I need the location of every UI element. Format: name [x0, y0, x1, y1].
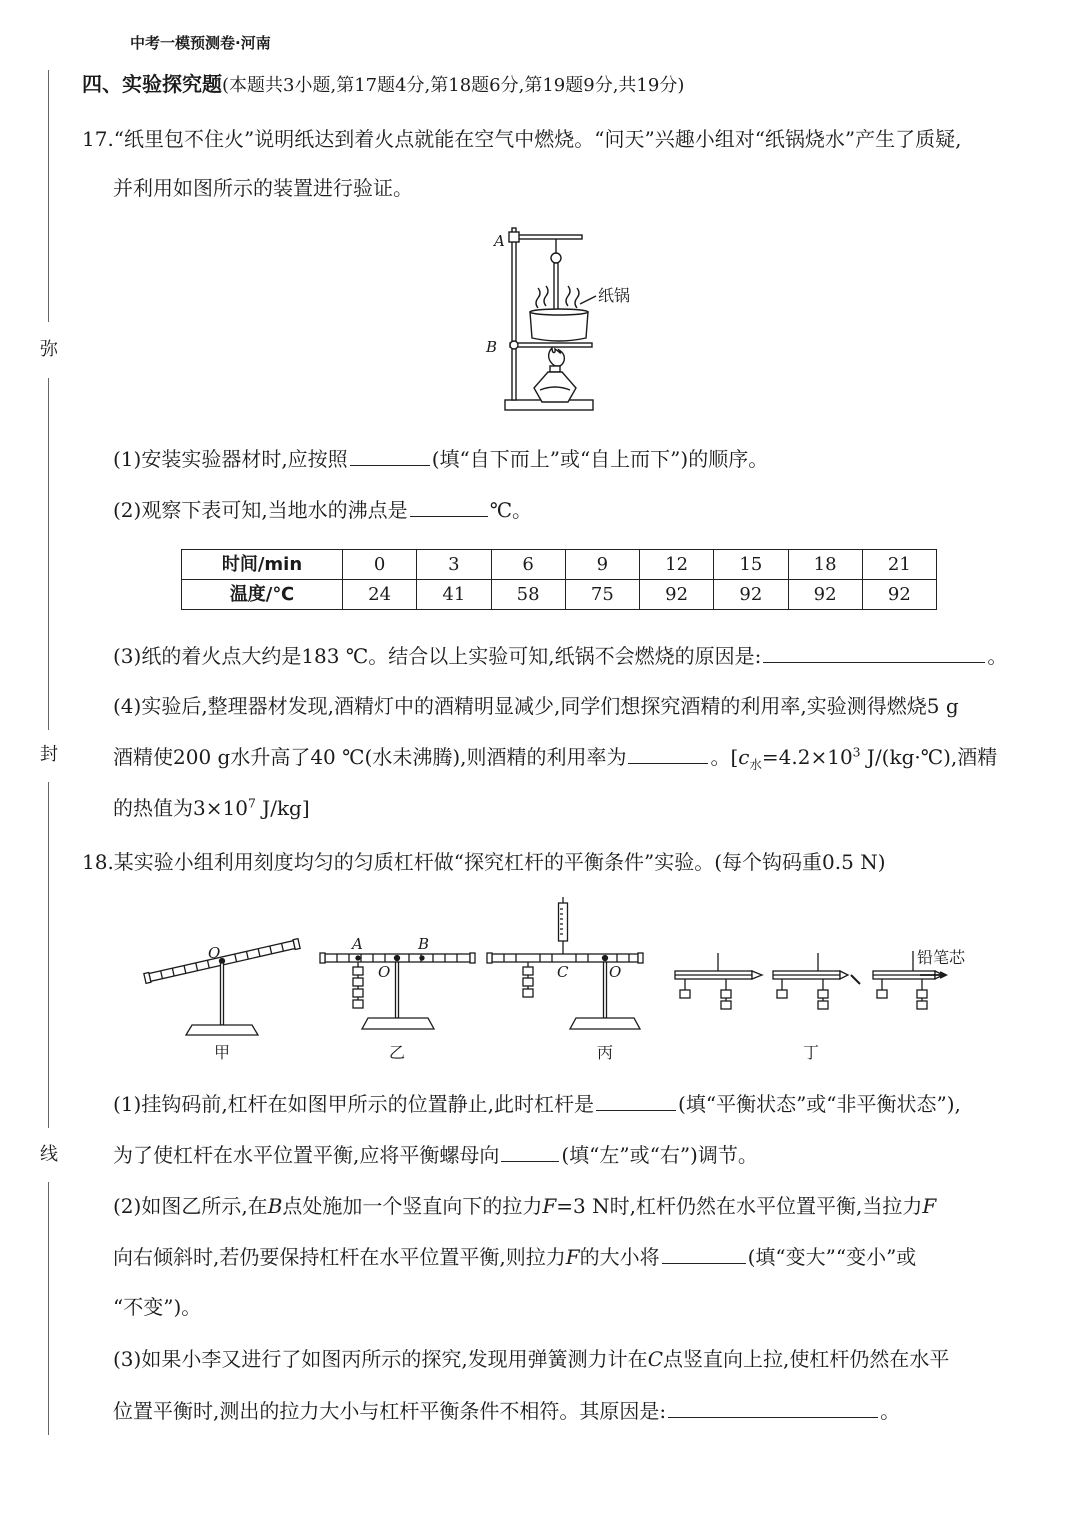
answer-blank	[410, 500, 488, 517]
pivot	[395, 956, 400, 961]
ring-clamp	[510, 341, 518, 349]
hook-weight	[721, 1001, 731, 1009]
section-note: (本题共3小题,第17题4分,第18题6分,第19题9分,共19分)	[222, 75, 685, 96]
caption-jia: 甲	[213, 1043, 231, 1062]
hook-weight	[818, 990, 828, 998]
hook-weight	[523, 989, 533, 997]
label-jia-o: O	[208, 944, 221, 962]
var-f: F	[565, 1245, 580, 1269]
table-cell: 9	[565, 550, 639, 580]
hook-weight	[877, 990, 887, 998]
q18-part-2-text: 的大小将	[579, 1245, 660, 1269]
margin-mark-xian: 线	[40, 1144, 58, 1165]
hook-weight	[523, 978, 533, 986]
lamp-wick-holder	[550, 366, 560, 372]
table-cell: 92	[714, 580, 788, 610]
thermometer-ring	[551, 253, 561, 263]
label-bing-o: O	[609, 963, 622, 981]
heat-capacity-symbol: c	[738, 745, 750, 769]
table-cell: 92	[788, 580, 862, 610]
q17-stem-line-2: 并利用如图所示的装置进行验证。	[113, 176, 413, 200]
table-row	[182, 580, 937, 610]
heat-capacity-exponent: 3	[852, 744, 861, 760]
q17-part-2-unit: ℃。	[489, 498, 533, 522]
q18-part-2-hint: (填“变大”“变小”或	[747, 1245, 917, 1269]
var-b: B	[267, 1194, 283, 1218]
label-yi-o: O	[378, 963, 391, 981]
heat-capacity-subscript: 水	[749, 757, 762, 772]
q18-part-2-text: 向右倾斜时,若仍要保持杠杆在水平位置平衡,则拉力	[113, 1245, 566, 1269]
q17-part-2	[113, 496, 532, 524]
lever-figures	[140, 895, 990, 1070]
table-cell: 92	[862, 580, 936, 610]
table-cell: 21	[862, 550, 936, 580]
pencil-levers-ding	[675, 951, 946, 1009]
label-pencil-lead: 铅笔芯	[917, 948, 966, 967]
q18-part-2-text: =3 N时,杠杆仍然在水平位置平衡,当拉力	[556, 1194, 923, 1218]
label-paper-pot: 纸锅	[598, 286, 631, 305]
heat-capacity-value: =4.2×10	[761, 745, 853, 769]
hook-weight	[917, 990, 927, 998]
q18-part-1-text-2: 为了使杠杆在水平位置平衡,应将平衡螺母向	[113, 1143, 500, 1167]
top-arm	[510, 235, 582, 239]
point-a	[356, 956, 360, 960]
table-row-label: 时间/min	[182, 550, 343, 580]
heat-capacity-unit: J/(kg·℃),酒精	[860, 745, 998, 769]
pencil-tip	[840, 971, 848, 979]
ring-support	[510, 343, 592, 347]
table-cell: 12	[640, 550, 714, 580]
q17-part-1	[113, 445, 768, 473]
q17-part-2-text: (2)观察下表可知,当地水的沸点是	[113, 498, 408, 522]
q18-part-3-line-1	[113, 1345, 949, 1373]
pencil-lever-1	[675, 953, 762, 1009]
temperature-table	[181, 549, 937, 610]
answer-blank	[763, 646, 985, 663]
caption-yi: 乙	[388, 1043, 406, 1062]
paper-pot-rim	[530, 309, 588, 315]
hook-weight	[777, 990, 787, 998]
margin-mark-mi: 弥	[40, 339, 58, 360]
var-f: F	[922, 1194, 937, 1218]
table-cell: 24	[343, 580, 417, 610]
hook-weight	[917, 1001, 927, 1009]
q18-part-2-line-2	[113, 1243, 916, 1271]
label-bing-c: C	[557, 963, 569, 981]
table-cell: 92	[640, 580, 714, 610]
q18-part-2-line-1	[113, 1192, 936, 1220]
hook-weight	[523, 967, 533, 975]
q18-part-1-text: (1)挂钩码前,杠杆在如图甲所示的位置静止,此时杠杆是	[113, 1092, 595, 1116]
binding-line	[48, 782, 49, 1128]
table-cell: 18	[788, 550, 862, 580]
section-title: 四、实验探究题	[82, 72, 222, 96]
hook-weight	[818, 1001, 828, 1009]
label-a: A	[494, 232, 505, 250]
binding-line	[48, 1182, 49, 1435]
lever-jia	[144, 939, 300, 1035]
hook-weight	[680, 990, 690, 998]
binding-line	[48, 70, 49, 322]
q18-part-3-text: 位置平衡时,测出的拉力大小与杠杆平衡条件不相符。其原因是:	[113, 1399, 667, 1423]
spring-scale	[559, 897, 568, 954]
heat-value-text: 的热值为3×10	[113, 796, 248, 820]
answer-blank	[596, 1094, 676, 1111]
point-b	[420, 956, 424, 960]
q18-part-1-hint: (填“平衡状态”或“非平衡状态”),	[678, 1092, 961, 1116]
pot-leader-line	[580, 296, 596, 304]
balance-nut-right	[470, 953, 475, 963]
q17-part-1-hint: (填“自下而上”或“自上而下”)的顺序。	[431, 447, 769, 471]
broken-lead	[851, 975, 860, 984]
q18-part-3-end: 。	[880, 1399, 901, 1423]
q18-part-2-text: 点处施加一个竖直向下的拉力	[282, 1194, 543, 1218]
heat-value-unit: J/kg]	[255, 796, 310, 820]
hook-weights	[523, 962, 533, 997]
answer-blank	[668, 1401, 878, 1418]
lever-base	[570, 1018, 640, 1029]
page-header: 中考一模预测卷·河南	[130, 34, 271, 52]
q18-part-3-text: 点竖直向上拉,使杠杆仍然在水平	[663, 1347, 950, 1371]
margin-mark-feng: 封	[40, 744, 58, 765]
var-f: F	[542, 1194, 557, 1218]
q18-part-3-text: (3)如果小李又进行了如图丙所示的探究,发现用弹簧测力计在	[113, 1347, 648, 1371]
q18-part-2-text: (2)如图乙所示,在	[113, 1194, 268, 1218]
q17-part-1-text: (1)安装实验器材时,应按照	[113, 447, 348, 471]
hook-weight	[353, 967, 363, 975]
q18-part-3-line-2	[113, 1397, 900, 1425]
hook-weight	[721, 990, 731, 998]
lever-yi	[320, 953, 475, 1029]
q18-stem: 18.某实验小组利用刻度均匀的匀质杠杆做“探究杠杆的平衡条件”实验。(每个钩码重0.5 N)	[82, 850, 886, 874]
var-c: C	[647, 1347, 663, 1371]
pivot	[603, 956, 608, 961]
q17-part-4-line-3	[113, 794, 310, 822]
balance-nut-right	[638, 953, 643, 963]
pencil-lever-2	[773, 953, 860, 1009]
table-cell: 0	[343, 550, 417, 580]
q17-part-4-text: 酒精使200 g水升高了40 ℃(水未沸腾),则酒精的利用率为	[113, 745, 627, 769]
paper-pot	[530, 312, 588, 341]
caption-ding: 丁	[802, 1043, 820, 1062]
q17-part-4-line-2	[113, 743, 997, 771]
lever-stand	[396, 962, 399, 1018]
table-cell: 58	[491, 580, 565, 610]
bracket-open: 。[	[710, 745, 739, 769]
q17-part-4-line-1: (4)实验后,整理器材发现,酒精灯中的酒精明显减少,同学们想探究酒精的利用率,实验测得燃烧5 g	[113, 694, 959, 718]
q18-part-1-line-1	[113, 1090, 961, 1118]
table-cell: 3	[417, 550, 491, 580]
lever-stand	[604, 962, 607, 1018]
q17-part-3-text: (3)纸的着火点大约是183 ℃。结合以上实验可知,纸锅不会燃烧的原因是:	[113, 644, 762, 668]
hook-weights	[353, 962, 363, 1008]
pencil-tip	[752, 971, 762, 979]
label-yi-b: B	[418, 935, 430, 953]
table-cell: 15	[714, 550, 788, 580]
heat-value-exponent: 7	[247, 795, 256, 811]
binding-line	[48, 378, 49, 730]
balance-nut-left	[487, 953, 492, 963]
table-cell: 75	[565, 580, 639, 610]
answer-blank	[662, 1247, 746, 1264]
table-row-label: 温度/℃	[182, 580, 343, 610]
answer-blank	[350, 449, 430, 466]
label-b: B	[486, 338, 498, 356]
hook-weight	[353, 989, 363, 997]
top-clamp	[509, 232, 519, 242]
q17-part-3	[113, 642, 1007, 670]
caption-bing: 丙	[596, 1043, 614, 1062]
table-cell: 6	[491, 550, 565, 580]
q18-part-1-line-2	[113, 1141, 758, 1169]
balance-nut-left	[320, 953, 325, 963]
label-yi-a: A	[352, 935, 363, 953]
hook-weight	[353, 1000, 363, 1008]
table-row	[182, 550, 937, 580]
boiling-apparatus-figure	[480, 220, 650, 420]
hook-weight	[353, 978, 363, 986]
q17-stem-line-1: 17.“纸里包不住火”说明纸达到着火点就能在空气中燃烧。“问天”兴趣小组对“纸锅烧水”产生了质疑,	[82, 127, 962, 151]
horizontal-lever	[492, 954, 638, 962]
answer-blank	[501, 1145, 559, 1162]
answer-blank	[628, 747, 708, 764]
section-heading	[82, 70, 684, 100]
lever-stand	[221, 963, 224, 1025]
table-cell: 41	[417, 580, 491, 610]
lever-base	[362, 1018, 434, 1029]
q18-part-1-hint-2: (填“左”或“右”)调节。	[561, 1143, 758, 1167]
q18-part-2-line-3: “不变”)。	[113, 1295, 202, 1319]
stand-rod	[512, 228, 516, 400]
flame	[549, 348, 565, 366]
q17-part-3-end: 。	[987, 644, 1008, 668]
lever-base	[186, 1025, 258, 1035]
